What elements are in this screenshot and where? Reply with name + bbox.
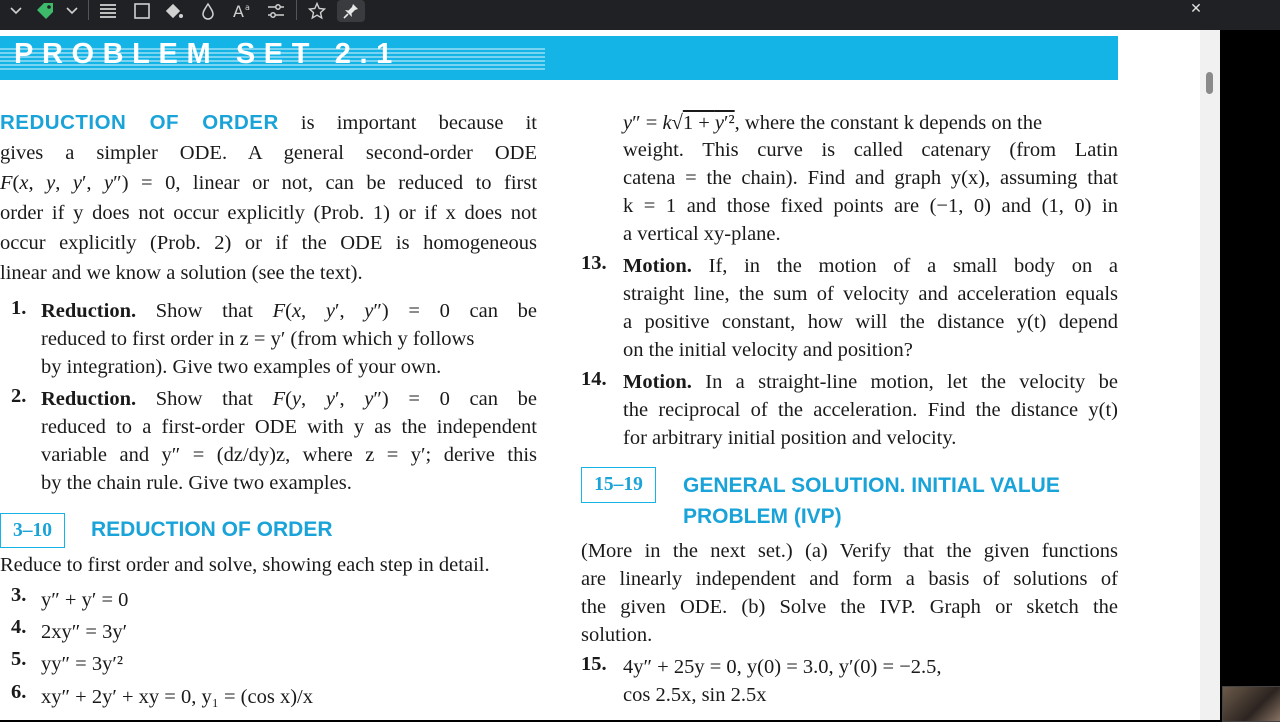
- section-2-line-2: are linearly independent and form a basis of solutions of: [581, 568, 1118, 590]
- intro-line-6: linear and we know a solution (see the text).: [0, 262, 363, 284]
- problem-number: 13.: [581, 252, 607, 274]
- intro-line-1: [0, 108, 537, 138]
- catenary-formula: y″ = k√1 + y′²: [623, 112, 735, 134]
- catenary-line-5: a vertical xy-plane.: [623, 223, 781, 245]
- problem-text: In a straight-line motion, let the velocity be: [705, 371, 1118, 393]
- catenary-line-4: k = 1 and those fixed points are (−1, 0) and (1, 0) in: [623, 195, 1118, 217]
- problem-14-line-1: [623, 368, 1118, 396]
- problem-number: 5.: [11, 648, 27, 670]
- adjust-icon[interactable]: [264, 0, 288, 22]
- section-intro: Reduce to first order and solve, showing each step in detail.: [0, 554, 490, 576]
- chevron-down-icon[interactable]: [6, 0, 26, 22]
- intro-line-2: gives a simpler ODE. A general second-order ODE: [0, 142, 537, 164]
- problem-13-line-3: a positive constant, how will the distance y(t) depend: [623, 311, 1118, 333]
- problem-number: 15.: [581, 653, 607, 675]
- problem-13-line-2: straight line, the sum of velocity and acceleration equals: [623, 283, 1118, 305]
- problem-formula: F(x, y′, y″) = 0: [272, 300, 450, 322]
- problem-text: can be: [469, 300, 538, 322]
- problem-1-line-2: reduced to first order in z = y′ (from which y follows: [41, 328, 475, 350]
- section-range-box: 3–10: [0, 513, 65, 548]
- problem-text: , where the constant k depends on the: [734, 112, 1043, 134]
- section-heading: REDUCTION OF ORDER: [91, 518, 333, 541]
- intro-line-3: F(x, y, y′, y″) = 0, linear or not, can be reduced to first: [0, 172, 538, 194]
- section-heading: GENERAL SOLUTION. INITIAL VALUE: [683, 474, 1060, 497]
- problem-1-line-3: by integration). Give two examples of your own.: [41, 356, 442, 378]
- problem-title: Reduction.: [41, 388, 137, 410]
- problem-text: Show that: [155, 388, 253, 410]
- problem-equation: 2xy″ = 3y′: [41, 621, 128, 643]
- catenary-line-3: catena = the chain). Find and graph y(x), assuming that: [623, 167, 1118, 189]
- close-icon[interactable]: ✕: [1190, 1, 1202, 17]
- intro-line-4: order if y does not occur explicitly (Prob. 1) or if x does not: [0, 202, 537, 224]
- pin-icon[interactable]: [337, 0, 365, 22]
- intro-text: = 0, linear or not, can be reduced to first: [141, 172, 538, 194]
- page-title: PROBLEM SET 2.1: [14, 38, 401, 70]
- chevron-down-icon[interactable]: [62, 0, 82, 22]
- tag-icon[interactable]: [32, 0, 58, 22]
- problem-title: Motion.: [623, 255, 692, 277]
- problem-equation: yy″ = 3y′²: [41, 653, 123, 675]
- problem-text: can be: [469, 388, 538, 410]
- problem-equation: xy″ + 2y′ + xy = 0, y₁ = (cos x)/x: [41, 686, 313, 708]
- window-background: [1220, 30, 1280, 720]
- square-icon[interactable]: [130, 0, 154, 22]
- problem-1-line-1: [41, 297, 537, 325]
- problem-2-line-2: reduced to a first-order ODE with y as the independent: [41, 416, 537, 438]
- problem-title: Motion.: [623, 371, 692, 393]
- problem-text: Show that: [155, 300, 253, 322]
- intro-line-5: occur explicitly (Prob. 2) or if the ODE is homogeneous: [0, 232, 537, 254]
- section-range-box: 15–19: [581, 467, 656, 503]
- catenary-line-1: [623, 108, 1042, 138]
- document-page: [0, 30, 1200, 720]
- problem-number: 6.: [11, 681, 27, 703]
- problem-14-line-2: the reciprocal of the acceleration. Find the distance y(t): [623, 399, 1118, 421]
- scrollbar-thumb[interactable]: [1206, 72, 1213, 94]
- toolbar-divider: [296, 0, 297, 20]
- svg-text:A: A: [233, 2, 244, 20]
- section-2-line-4: solution.: [581, 624, 653, 646]
- fill-icon[interactable]: [162, 0, 186, 22]
- problem-number: 1.: [11, 297, 27, 319]
- problem-number: 4.: [11, 616, 27, 638]
- problem-number: 3.: [11, 584, 27, 606]
- catenary-line-2: weight. This curve is called catenary (from Latin: [623, 139, 1118, 161]
- intro-text: is important because it: [300, 112, 537, 134]
- drop-icon[interactable]: [196, 0, 220, 22]
- problem-2-line-3: variable and y″ = (dz/dy)z, where z = y′; derive this: [41, 444, 537, 466]
- problem-2-line-4: by the chain rule. Give two examples.: [41, 472, 352, 494]
- problem-15-line-2: cos 2.5x, sin 2.5x: [623, 684, 767, 706]
- lines-icon[interactable]: [96, 0, 120, 22]
- problem-text: If, in the motion of a small body on a: [708, 255, 1119, 277]
- star-icon[interactable]: [304, 0, 330, 22]
- intro-formula: F: [0, 172, 13, 194]
- viewer-toolbar: [0, 0, 1280, 30]
- problem-14-line-3: for arbitrary initial position and velocity.: [623, 427, 957, 449]
- problem-13-line-4: on the initial velocity and position?: [623, 339, 913, 361]
- problem-title: Reduction.: [41, 300, 137, 322]
- vertical-scrollbar[interactable]: [1200, 30, 1220, 720]
- section-2-line-3: the given ODE. (b) Solve the IVP. Graph or sketch the: [581, 596, 1118, 618]
- problem-2-line-1: [41, 385, 537, 413]
- svg-text:a: a: [245, 3, 250, 12]
- problem-13-line-1: [623, 252, 1118, 280]
- problem-formula: F(y, y′, y″) = 0: [272, 388, 450, 410]
- problem-equation: y″ + y′ = 0: [41, 589, 129, 611]
- problem-15-line-1: 4y″ + 25y = 0, y(0) = 3.0, y′(0) = −2.5,: [623, 656, 942, 678]
- toolbar-divider: [88, 0, 89, 20]
- video-thumbnail[interactable]: [1222, 686, 1280, 722]
- intro-lead: REDUCTION OF ORDER: [0, 111, 279, 134]
- problem-number: 2.: [11, 385, 27, 407]
- section-heading: PROBLEM (IVP): [683, 505, 842, 528]
- text-size-icon[interactable]: [230, 0, 254, 22]
- section-2-line-1: (More in the next set.) (a) Verify that the given functions: [581, 540, 1118, 562]
- problem-number: 14.: [581, 368, 607, 390]
